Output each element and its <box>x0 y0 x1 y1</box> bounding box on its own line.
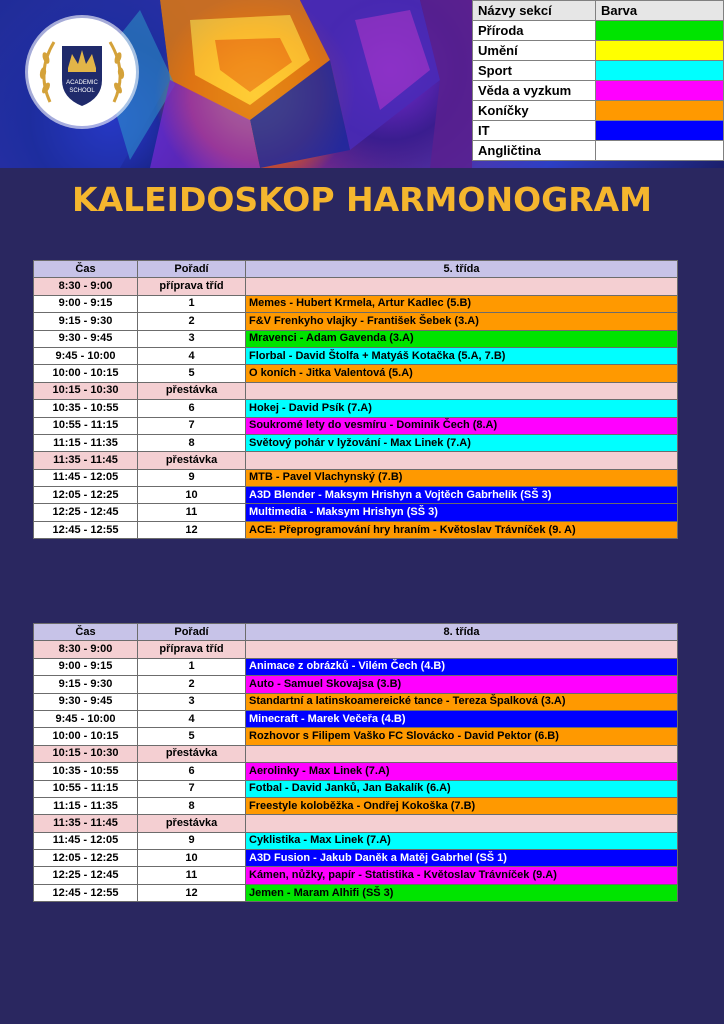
order-cell: 10 <box>138 850 246 867</box>
schedule-break-row <box>34 382 678 399</box>
time-cell: 10:15 - 10:30 <box>34 745 138 762</box>
time-cell: 10:55 - 11:15 <box>34 780 138 797</box>
legend-section-name: Sport <box>473 61 596 81</box>
activity-cell: Mravenci - Adam Gavenda (3.A) <box>246 330 678 347</box>
activity-cell: Hokej - David Psík (7.A) <box>246 400 678 417</box>
order-cell: 6 <box>138 400 246 417</box>
activity-cell: A3D Blender - Maksym Hrishyn a Vojtěch Gabrhelík (SŠ 3) <box>246 487 678 504</box>
activity-cell: Multimedia - Maksym Hrishyn (SŠ 3) <box>246 504 678 521</box>
logo-line2: SCHOOL <box>69 88 95 94</box>
activity-cell <box>246 452 678 469</box>
header-time: Čas <box>34 261 138 278</box>
schedule-row <box>34 504 678 521</box>
schedule-row <box>34 780 678 797</box>
activity-cell: Florbal - David Štolfa + Matyáš Kotačka (5.A, 7.B) <box>246 347 678 364</box>
schedule-row <box>34 884 678 901</box>
activity-cell: Minecraft - Marek Večeřa (4.B) <box>246 710 678 727</box>
order-cell: 11 <box>138 504 246 521</box>
schedule-row <box>34 487 678 504</box>
order-cell: přestávka <box>138 382 246 399</box>
order-cell: 1 <box>138 295 246 312</box>
legend-header-color: Barva <box>596 1 724 21</box>
schedule-row <box>34 521 678 538</box>
order-cell: 12 <box>138 884 246 901</box>
activity-cell: Cyklistika - Max Linek (7.A) <box>246 832 678 849</box>
activity-cell: MTB - Pavel Vlachynský (7.B) <box>246 469 678 486</box>
activity-cell: Freestyle koloběžka - Ondřej Kokoška (7.B) <box>246 797 678 814</box>
header-time: Čas <box>34 624 138 641</box>
activity-cell: Aerolinky - Max Linek (7.A) <box>246 763 678 780</box>
time-cell: 8:30 - 9:00 <box>34 641 138 658</box>
legend-section-name: Angličtina <box>473 141 596 161</box>
legend-row <box>473 21 724 41</box>
time-cell: 12:05 - 12:25 <box>34 487 138 504</box>
crown-crest-icon <box>28 18 136 126</box>
order-cell: 5 <box>138 728 246 745</box>
activity-cell <box>246 278 678 295</box>
header-order: Pořadí <box>138 624 246 641</box>
activity-cell: Jemen - Maram Alhifi (SŠ 3) <box>246 884 678 901</box>
time-cell: 9:00 - 9:15 <box>34 295 138 312</box>
time-cell: 11:45 - 12:05 <box>34 469 138 486</box>
order-cell: příprava tříd <box>138 641 246 658</box>
schedule-table-8 <box>33 623 678 902</box>
schedule-row <box>34 330 678 347</box>
schedule-break-row <box>34 815 678 832</box>
time-cell: 10:00 - 10:15 <box>34 365 138 382</box>
time-cell: 8:30 - 9:00 <box>34 278 138 295</box>
schedule-row <box>34 400 678 417</box>
activity-cell: Fotbal - David Janků, Jan Bakalík (6.A) <box>246 780 678 797</box>
activity-cell: Světový pohár v lyžování - Max Linek (7.A) <box>246 434 678 451</box>
activity-cell: Auto - Samuel Skovajsa (3.B) <box>246 676 678 693</box>
order-cell: 2 <box>138 676 246 693</box>
order-cell: 8 <box>138 434 246 451</box>
order-cell: 6 <box>138 763 246 780</box>
section-color-legend <box>472 0 724 161</box>
order-cell: 4 <box>138 347 246 364</box>
order-cell: 8 <box>138 797 246 814</box>
logo-line1: ACADEMIC <box>66 80 98 86</box>
order-cell: přestávka <box>138 452 246 469</box>
order-cell: 2 <box>138 313 246 330</box>
order-cell: 4 <box>138 710 246 727</box>
time-cell: 12:05 - 12:25 <box>34 850 138 867</box>
legend-section-name: Příroda <box>473 21 596 41</box>
schedule-row <box>34 347 678 364</box>
activity-cell: Rozhovor s Filipem Vaško FC Slovácko - David Pektor (6.B) <box>246 728 678 745</box>
time-cell: 11:15 - 11:35 <box>34 797 138 814</box>
schedule-row <box>34 763 678 780</box>
order-cell: přestávka <box>138 745 246 762</box>
time-cell: 10:35 - 10:55 <box>34 400 138 417</box>
time-cell: 10:55 - 11:15 <box>34 417 138 434</box>
order-cell: 10 <box>138 487 246 504</box>
schedule-row <box>34 434 678 451</box>
schedule-row <box>34 313 678 330</box>
time-cell: 12:25 - 12:45 <box>34 504 138 521</box>
legend-row <box>473 81 724 101</box>
page-title: KALEIDOSKOP HARMONOGRAM <box>72 180 652 219</box>
schedule-row <box>34 710 678 727</box>
activity-cell: Kámen, nůžky, papír - Statistika - Květoslav Trávníček (9.A) <box>246 867 678 884</box>
schedule-row <box>34 658 678 675</box>
legend-color-swatch <box>596 21 724 41</box>
legend-header-row <box>473 1 724 21</box>
schedule-row <box>34 797 678 814</box>
legend-row <box>473 141 724 161</box>
legend-row <box>473 121 724 141</box>
schedule-row <box>34 295 678 312</box>
schedule-row <box>34 676 678 693</box>
time-cell: 9:15 - 9:30 <box>34 313 138 330</box>
order-cell: 11 <box>138 867 246 884</box>
activity-cell <box>246 815 678 832</box>
order-cell: 5 <box>138 365 246 382</box>
legend-row <box>473 101 724 121</box>
legend-row <box>473 61 724 81</box>
time-cell: 9:45 - 10:00 <box>34 347 138 364</box>
activity-cell <box>246 641 678 658</box>
schedule-break-row <box>34 641 678 658</box>
activity-cell <box>246 745 678 762</box>
activity-cell: Soukromé lety do vesmíru - Dominik Čech (8.A) <box>246 417 678 434</box>
order-cell: 9 <box>138 832 246 849</box>
order-cell: 9 <box>138 469 246 486</box>
schedule-table-5 <box>33 260 678 539</box>
legend-row <box>473 41 724 61</box>
order-cell: 7 <box>138 417 246 434</box>
time-cell: 9:00 - 9:15 <box>34 658 138 675</box>
academic-school-logo <box>28 18 136 126</box>
schedule-row <box>34 728 678 745</box>
time-cell: 11:35 - 11:45 <box>34 452 138 469</box>
legend-color-swatch <box>596 81 724 101</box>
schedule-row <box>34 365 678 382</box>
header-class: 5. třída <box>246 261 678 278</box>
time-cell: 12:45 - 12:55 <box>34 521 138 538</box>
legend-color-swatch <box>596 141 724 161</box>
time-cell: 11:15 - 11:35 <box>34 434 138 451</box>
time-cell: 9:30 - 9:45 <box>34 693 138 710</box>
time-cell: 9:45 - 10:00 <box>34 710 138 727</box>
legend-color-swatch <box>596 101 724 121</box>
legend-section-name: Věda a vyzkum <box>473 81 596 101</box>
legend-section-name: Koníčky <box>473 101 596 121</box>
time-cell: 10:00 - 10:15 <box>34 728 138 745</box>
time-cell: 11:35 - 11:45 <box>34 815 138 832</box>
activity-cell: O koních - Jitka Valentová (5.A) <box>246 365 678 382</box>
legend-header-name: Názvy sekcí <box>473 1 596 21</box>
time-cell: 11:45 - 12:05 <box>34 832 138 849</box>
header-order: Pořadí <box>138 261 246 278</box>
order-cell: přestávka <box>138 815 246 832</box>
activity-cell: A3D Fusion - Jakub Daněk a Matěj Gabrhel (SŠ 1) <box>246 850 678 867</box>
time-cell: 9:15 - 9:30 <box>34 676 138 693</box>
order-cell: 1 <box>138 658 246 675</box>
table-header-row <box>34 624 678 641</box>
activity-cell: ACE: Přeprogramování hry hraním - Květoslav Trávníček (9. A) <box>246 521 678 538</box>
schedule-row <box>34 867 678 884</box>
order-cell: příprava tříd <box>138 278 246 295</box>
time-cell: 10:15 - 10:30 <box>34 382 138 399</box>
activity-cell <box>246 382 678 399</box>
schedule-row <box>34 469 678 486</box>
activity-cell: Animace z obrázků - Vilém Čech (4.B) <box>246 658 678 675</box>
legend-section-name: Umění <box>473 41 596 61</box>
schedule-break-row <box>34 745 678 762</box>
activity-cell: F&V Frenkyho vlajky - František Šebek (3.A) <box>246 313 678 330</box>
schedule-break-row <box>34 278 678 295</box>
schedule-row <box>34 693 678 710</box>
schedule-break-row <box>34 452 678 469</box>
legend-color-swatch <box>596 121 724 141</box>
activity-cell: Standartní a latinskoamereické tance - Tereza Špalková (3.A) <box>246 693 678 710</box>
order-cell: 7 <box>138 780 246 797</box>
header-class: 8. třída <box>246 624 678 641</box>
legend-color-swatch <box>596 61 724 81</box>
activity-cell: Memes - Hubert Krmela, Artur Kadlec (5.B) <box>246 295 678 312</box>
order-cell: 12 <box>138 521 246 538</box>
time-cell: 12:25 - 12:45 <box>34 867 138 884</box>
schedule-row <box>34 850 678 867</box>
schedule-row <box>34 417 678 434</box>
order-cell: 3 <box>138 693 246 710</box>
time-cell: 9:30 - 9:45 <box>34 330 138 347</box>
legend-color-swatch <box>596 41 724 61</box>
order-cell: 3 <box>138 330 246 347</box>
header-banner <box>0 0 724 168</box>
legend-section-name: IT <box>473 121 596 141</box>
time-cell: 12:45 - 12:55 <box>34 884 138 901</box>
table-header-row <box>34 261 678 278</box>
schedule-row <box>34 832 678 849</box>
time-cell: 10:35 - 10:55 <box>34 763 138 780</box>
